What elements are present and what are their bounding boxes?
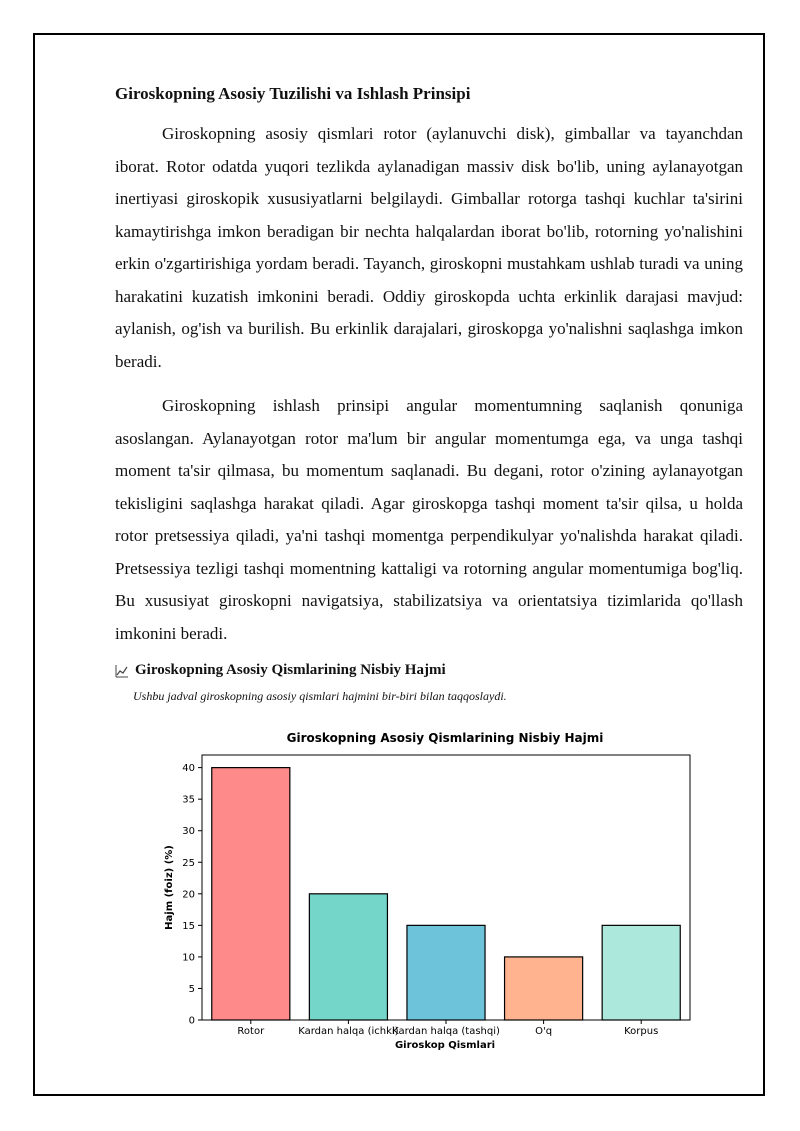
figure-title-row bbox=[115, 662, 743, 679]
document-body bbox=[115, 84, 743, 704]
chart-x-axis-label: Giroskop Qismlari bbox=[394, 1040, 496, 1051]
paragraph-structure: Giroskopning asosiy qismlari rotor (aylanuvchi disk), gimballar va tayanchdan iborat. Rotor odatda yuqori tezlikda aylanadigan massiv disk bo'lib, uning aylanayotgan inertiyasi giroskopik xususiyatlarni belgilaydi. Gimballar rotorga tashqi kuchlar ta'sirini kamaytirishga imkon beradigan bir nechta halqalardan iborat bo'lib, rotorning yo'nalishini erkin o'zgartirishiga yordam beradi. Tayanch, giroskopni mustahkam ushlab turadi va uning harakatini kuzatish imkonini beradi. Oddiy giroskopda uchta erkinlik darajasi mavjud: aylanish, og'ish va burilish. Bu erkinlik darajalari, giroskopga yo'nalishni saqlashga imkon beradi. bbox=[115, 124, 743, 371]
y-tick-label: 5 bbox=[188, 983, 195, 995]
chart-increasing-icon bbox=[115, 664, 129, 678]
chart-y-axis-label: Hajm (foiz) (%) bbox=[164, 845, 175, 930]
y-tick-label: 30 bbox=[182, 826, 195, 838]
chart-title: Giroskopning Asosiy Qismlarining Nisbiy Hajmi bbox=[286, 731, 604, 745]
bar bbox=[602, 925, 680, 1020]
bar-chart-svg bbox=[160, 722, 700, 1057]
x-tick-label: Kardan halqa (ichki) bbox=[298, 1026, 399, 1037]
bar bbox=[505, 957, 583, 1020]
figure-caption: Ushbu jadval giroskopning asosiy qismlari hajmini bir-biri bilan taqqoslaydi. bbox=[133, 689, 507, 703]
paragraph-principle: Giroskopning ishlash prinsipi angular momentumning saqlanish qonuniga asoslangan. Aylanayotgan rotor ma'lum bir angular momentumga ega, va unga tashqi moment ta'sir qilmasa, bu momentum saqlanadi. Bu degani, rotor o'zining aylanayotgan tekisligini saqlashga harakat qiladi. Agar giroskopga tashqi moment ta'sir qilsa, u holda rotor pretsessiya qiladi, ya'ni tashqi momentga perpendikulyar yo'nalishda harakat qiladi. Pretsessiya tezligi tashqi momentning kattaligi va rotorning angular momentumiga bog'liq. Bu xususiyat giroskopni navigatsiya, stabilizatsiya va orientatsiya tizimlarida qo'llash imkonini beradi. bbox=[115, 396, 743, 643]
figure-title: Giroskopning Asosiy Qismlarining Nisbiy Hajmi bbox=[135, 662, 446, 678]
x-tick-label: Kardan halqa (tashqi) bbox=[392, 1026, 500, 1037]
x-tick-label: Korpus bbox=[624, 1026, 659, 1037]
bar bbox=[309, 894, 387, 1020]
bar-chart bbox=[160, 722, 700, 1057]
section-heading: Giroskopning Asosiy Tuzilishi va Ishlash Prinsipi bbox=[115, 84, 471, 103]
y-tick-label: 15 bbox=[182, 920, 195, 932]
x-tick-label: O'q bbox=[535, 1026, 553, 1037]
y-tick-label: 35 bbox=[182, 794, 195, 806]
y-tick-label: 0 bbox=[188, 1015, 195, 1027]
y-tick-label: 10 bbox=[182, 952, 195, 964]
bar bbox=[212, 768, 290, 1020]
y-tick-label: 20 bbox=[182, 889, 195, 901]
x-tick-label: Rotor bbox=[237, 1026, 265, 1037]
bar bbox=[407, 925, 485, 1020]
y-tick-label: 40 bbox=[182, 763, 195, 775]
y-tick-label: 25 bbox=[182, 857, 195, 869]
